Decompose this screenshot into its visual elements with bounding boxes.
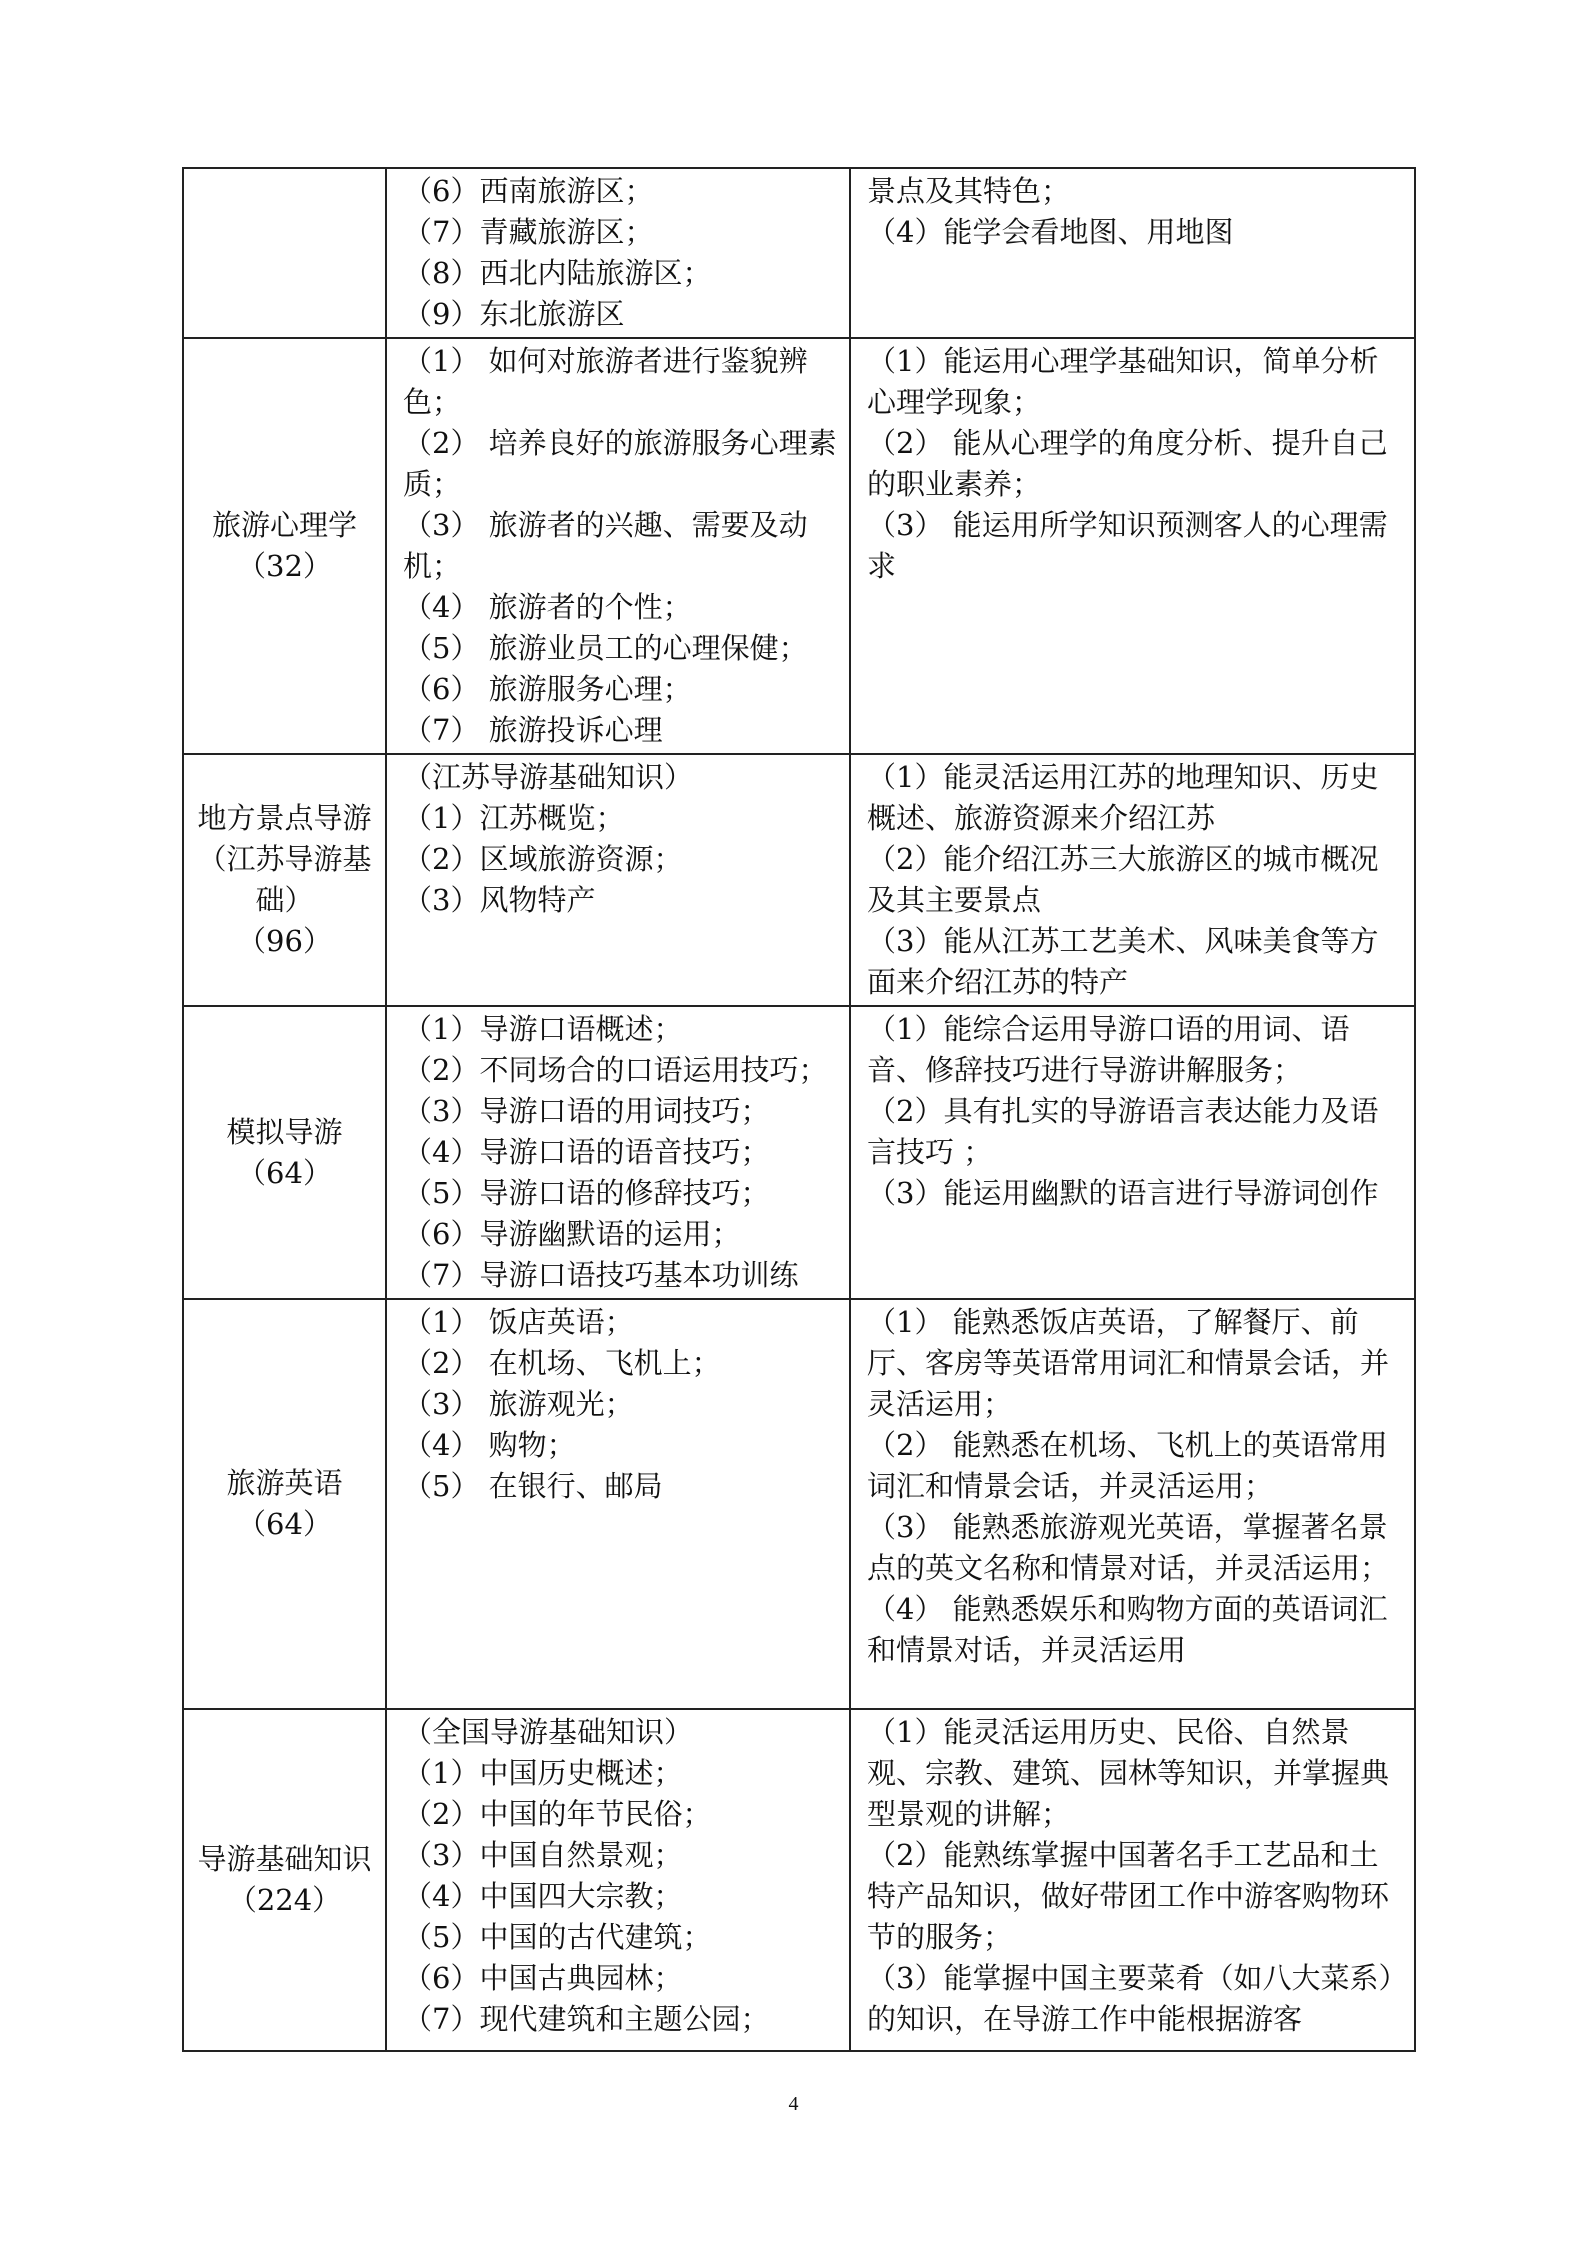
ability-item: （4）能学会看地图、用地图 — [867, 215, 1234, 249]
ability-cell — [850, 1006, 1415, 1299]
content-item: （7）现代建筑和主题公园； — [403, 2002, 770, 2036]
page-number: 4 — [788, 2093, 799, 2115]
course-hours: （96） — [237, 924, 332, 958]
content-item: （3）导游口语的用词技巧； — [403, 1094, 770, 1128]
content-item: （全国导游基础知识） — [403, 1715, 694, 1749]
content-item: （6）中国古典园林； — [403, 1961, 683, 1995]
content-item: （6）西南旅游区； — [403, 174, 654, 208]
ability-item: （1）能灵活运用历史、民俗、自然景观、宗教、建筑、园林等知识，并掌握典型景观的讲解； — [867, 1715, 1390, 1831]
ability-cell — [850, 338, 1415, 754]
content-item: （4）导游口语的语音技巧； — [403, 1135, 770, 1169]
content-item: （2）中国的年节民俗； — [403, 1797, 712, 1831]
course-cell — [183, 168, 386, 338]
ability-item: （2）具有扎实的导游语言表达能力及语言技巧 ； — [867, 1094, 1379, 1169]
content-item: （2） 培养良好的旅游服务心理素质； — [403, 426, 837, 501]
content-item: （3）风物特产 — [403, 883, 596, 917]
course-table-body — [183, 168, 1415, 2051]
content-item: （5）导游口语的修辞技巧； — [403, 1176, 770, 1210]
content-item: （2）不同场合的口语运用技巧； — [403, 1053, 828, 1087]
ability-item: （2） 能熟悉在机场、飞机上的英语常用词汇和情景会话，并灵活运用； — [867, 1428, 1388, 1503]
course-hours: （64） — [237, 1507, 332, 1541]
content-item: （3） 旅游观光； — [403, 1387, 634, 1421]
content-item: （1）导游口语概述； — [403, 1012, 683, 1046]
content-item: （5）中国的古代建筑； — [403, 1920, 712, 1954]
course-hours: （64） — [237, 1155, 332, 1190]
content-item: （4）中国四大宗教； — [403, 1879, 683, 1913]
course-name: 旅游心理学 — [211, 508, 357, 542]
ability-cell — [850, 1709, 1415, 2051]
content-item: （3） 旅游者的兴趣、需要及动机； — [403, 508, 808, 583]
ability-item: 景点及其特色； — [867, 174, 1071, 208]
table-row — [183, 1006, 1415, 1299]
content-cell — [386, 168, 850, 338]
content-item: （4） 购物； — [403, 1428, 576, 1462]
content-cell — [386, 1006, 850, 1299]
content-item: （7）导游口语技巧基本功训练 — [403, 1258, 799, 1292]
table-row — [183, 338, 1415, 754]
table-row — [183, 168, 1415, 338]
ability-cell — [850, 168, 1415, 338]
ability-item: （1） 能熟悉饭店英语，了解餐厅、前厅、客房等英语常用词汇和情景会话，并灵活运用； — [867, 1305, 1390, 1421]
course-cell — [183, 1299, 386, 1709]
course-name: 导游基础知识 — [197, 1842, 372, 1876]
content-item: （2）区域旅游资源； — [403, 842, 683, 876]
ability-item: （2）能介绍江苏三大旅游区的城市概况及其主要景点 — [867, 842, 1379, 917]
course-name: 旅游英语 — [226, 1466, 343, 1500]
ability-item: （4） 能熟悉娱乐和购物方面的英语词汇和情景对话，并灵活运用 — [867, 1592, 1388, 1667]
ability-item: （1）能灵活运用江苏的地理知识、历史概述、旅游资源来介绍江苏 — [867, 760, 1379, 835]
content-cell — [386, 1299, 850, 1709]
ability-item: （2）能熟练掌握中国著名手工艺品和土特产品知识，做好带团工作中游客购物环节的服务； — [867, 1838, 1390, 1954]
content-item: （1）江苏概览； — [403, 801, 625, 835]
content-item: （7） 旅游投诉心理 — [403, 713, 663, 747]
ability-item: （3）能掌握中国主要菜肴（如八大菜系）的知识，在导游工作中能根据游客 — [867, 1961, 1393, 2036]
content-item: （8）西北内陆旅游区； — [403, 256, 712, 290]
content-item: （1） 饭店英语； — [403, 1305, 634, 1339]
course-name: 模拟导游 — [226, 1114, 343, 1149]
ability-cell — [850, 754, 1415, 1006]
content-item: （9）东北旅游区 — [403, 297, 625, 331]
ability-item: （3） 能运用所学知识预测客人的心理需求 — [867, 508, 1388, 583]
ability-item: （1）能综合运用导游口语的用词、语音、修辞技巧进行导游讲解服务； — [867, 1012, 1350, 1087]
table-row — [183, 1709, 1415, 2051]
course-cell — [183, 754, 386, 1006]
content-item: （5） 旅游业员工的心理保健； — [403, 631, 808, 665]
content-item: （5） 在银行、邮局 — [403, 1469, 663, 1503]
ability-cell — [850, 1299, 1415, 1709]
ability-item: （3） 能熟悉旅游观光英语，掌握著名景点的英文名称和情景对话，并灵活运用； — [867, 1510, 1390, 1585]
content-item: （6）导游幽默语的运用； — [403, 1217, 741, 1251]
content-item: （1） 如何对旅游者进行鉴貌辨色； — [403, 344, 808, 419]
content-cell — [386, 1709, 850, 2051]
content-item: （6） 旅游服务心理； — [403, 672, 692, 706]
course-name: 地方景点导游（江苏导游基础） — [197, 801, 372, 917]
ability-item: （2） 能从心理学的角度分析、提升自己的职业素养； — [867, 426, 1388, 501]
course-table — [182, 167, 1416, 2052]
content-item: （1）中国历史概述； — [403, 1756, 683, 1790]
course-cell — [183, 1709, 386, 2051]
table-row — [183, 1299, 1415, 1709]
ability-item: （3）能从江苏工艺美术、风味美食等方面来介绍江苏的特产 — [867, 924, 1379, 999]
content-item: （7）青藏旅游区； — [403, 215, 654, 249]
content-item: （4） 旅游者的个性； — [403, 590, 692, 624]
table-row — [183, 754, 1415, 1006]
content-cell — [386, 754, 850, 1006]
content-item: （2） 在机场、飞机上； — [403, 1346, 721, 1380]
ability-item: （3）能运用幽默的语言进行导游词创作 — [867, 1176, 1379, 1210]
course-cell — [183, 1006, 386, 1299]
ability-item: （1）能运用心理学基础知识，简单分析心理学现象； — [867, 344, 1379, 419]
course-hours: （224） — [227, 1883, 342, 1917]
content-item: （3）中国自然景观； — [403, 1838, 683, 1872]
course-hours: （32） — [237, 549, 332, 583]
course-cell — [183, 338, 386, 754]
content-cell — [386, 338, 850, 754]
content-item: （江苏导游基础知识） — [403, 760, 694, 794]
